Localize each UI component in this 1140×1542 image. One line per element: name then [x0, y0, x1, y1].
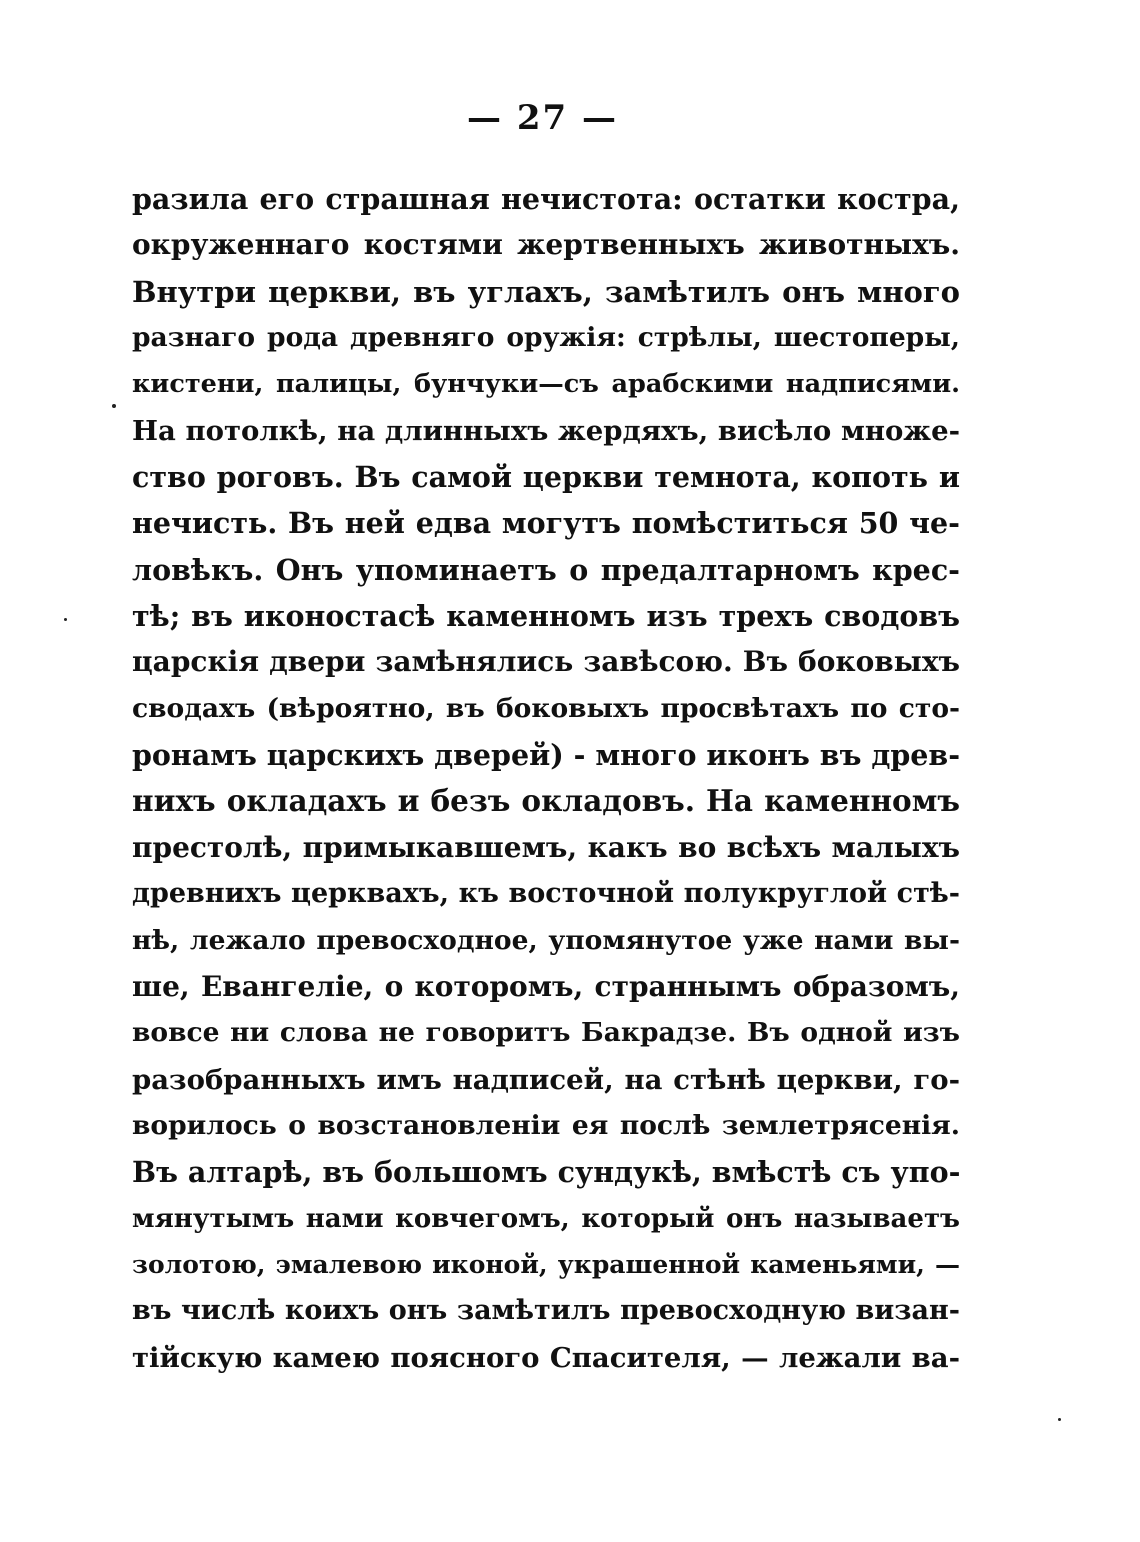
print-speck — [112, 404, 116, 408]
body-text — [132, 176, 960, 1381]
text-line: ворилось о возстановленіи ея послѣ землетрясенія. — [132, 1109, 960, 1141]
text-line: кистени, палицы, бунчуки—съ арабскими надписями. — [132, 369, 960, 400]
text-line: нѣ, лежало превосходное, упомянутое уже нами вы- — [132, 924, 960, 956]
text-line: престолѣ, примыкавшемъ, какъ во всѣхъ малыхъ — [132, 830, 960, 864]
text-line: нечисть. Въ ней едва могутъ помѣститься 50 че- — [132, 506, 960, 541]
text-line: тѣ; въ иконостасѣ каменномъ изъ трехъ сводовъ — [132, 599, 960, 634]
print-speck — [64, 618, 67, 621]
text-line: Внутри церкви, въ углахъ, замѣтилъ онъ много — [132, 274, 960, 309]
text-line: На потолкѣ, на длинныхъ жердяхъ, висѣло множе- — [132, 414, 960, 447]
print-speck — [1058, 1418, 1061, 1421]
text-line: ловѣкъ. Онъ упоминаетъ о предалтарномъ крес- — [132, 552, 960, 587]
text-line: разила его страшная нечистота: остатки костра, — [132, 182, 960, 216]
text-line: ше, Евангеліе, о которомъ, страннымъ образомъ, — [132, 969, 960, 1003]
text-line: царскія двери замѣнялись завѣсою. Въ боковыхъ — [132, 645, 960, 679]
page-number: — 27 — — [467, 98, 618, 138]
text-line: вовсе ни слова не говоритъ Бакрадзе. Въ одной изъ — [132, 1017, 960, 1049]
text-line: мянутымъ нами ковчегомъ, который онъ называетъ — [132, 1203, 960, 1234]
text-line: тійскую камею поясного Спасителя, — лежали ва- — [132, 1341, 960, 1374]
text-line: ронамъ царскихъ дверей) - много иконъ въ древ- — [132, 738, 960, 773]
text-line: Въ алтарѣ, въ большомъ сундукѣ, вмѣстѣ съ упо- — [132, 1155, 960, 1190]
text-line: нихъ окладахъ и безъ окладовъ. На каменномъ — [132, 783, 960, 819]
text-line: окруженнаго костями жертвенныхъ животныхъ. — [132, 228, 960, 262]
text-line: разнаго рода древняго оружія: стрѣлы, шестоперы, — [132, 322, 960, 354]
text-line: золотою, эмалевою иконой, украшенной каменьями, — — [132, 1249, 960, 1279]
text-line: разобранныхъ имъ надписей, на стѣнѣ церкви, го- — [132, 1063, 960, 1096]
text-line: ство роговъ. Въ самой церкви темнота, копоть и — [132, 460, 960, 495]
text-line: древнихъ церквахъ, къ восточной полукруглой стѣ- — [132, 878, 960, 910]
text-line: въ числѣ коихъ онъ замѣтилъ превосходную визан- — [132, 1295, 960, 1327]
text-line: сводахъ (вѣроятно, въ боковыхъ просвѣтахъ по сто- — [132, 692, 960, 724]
